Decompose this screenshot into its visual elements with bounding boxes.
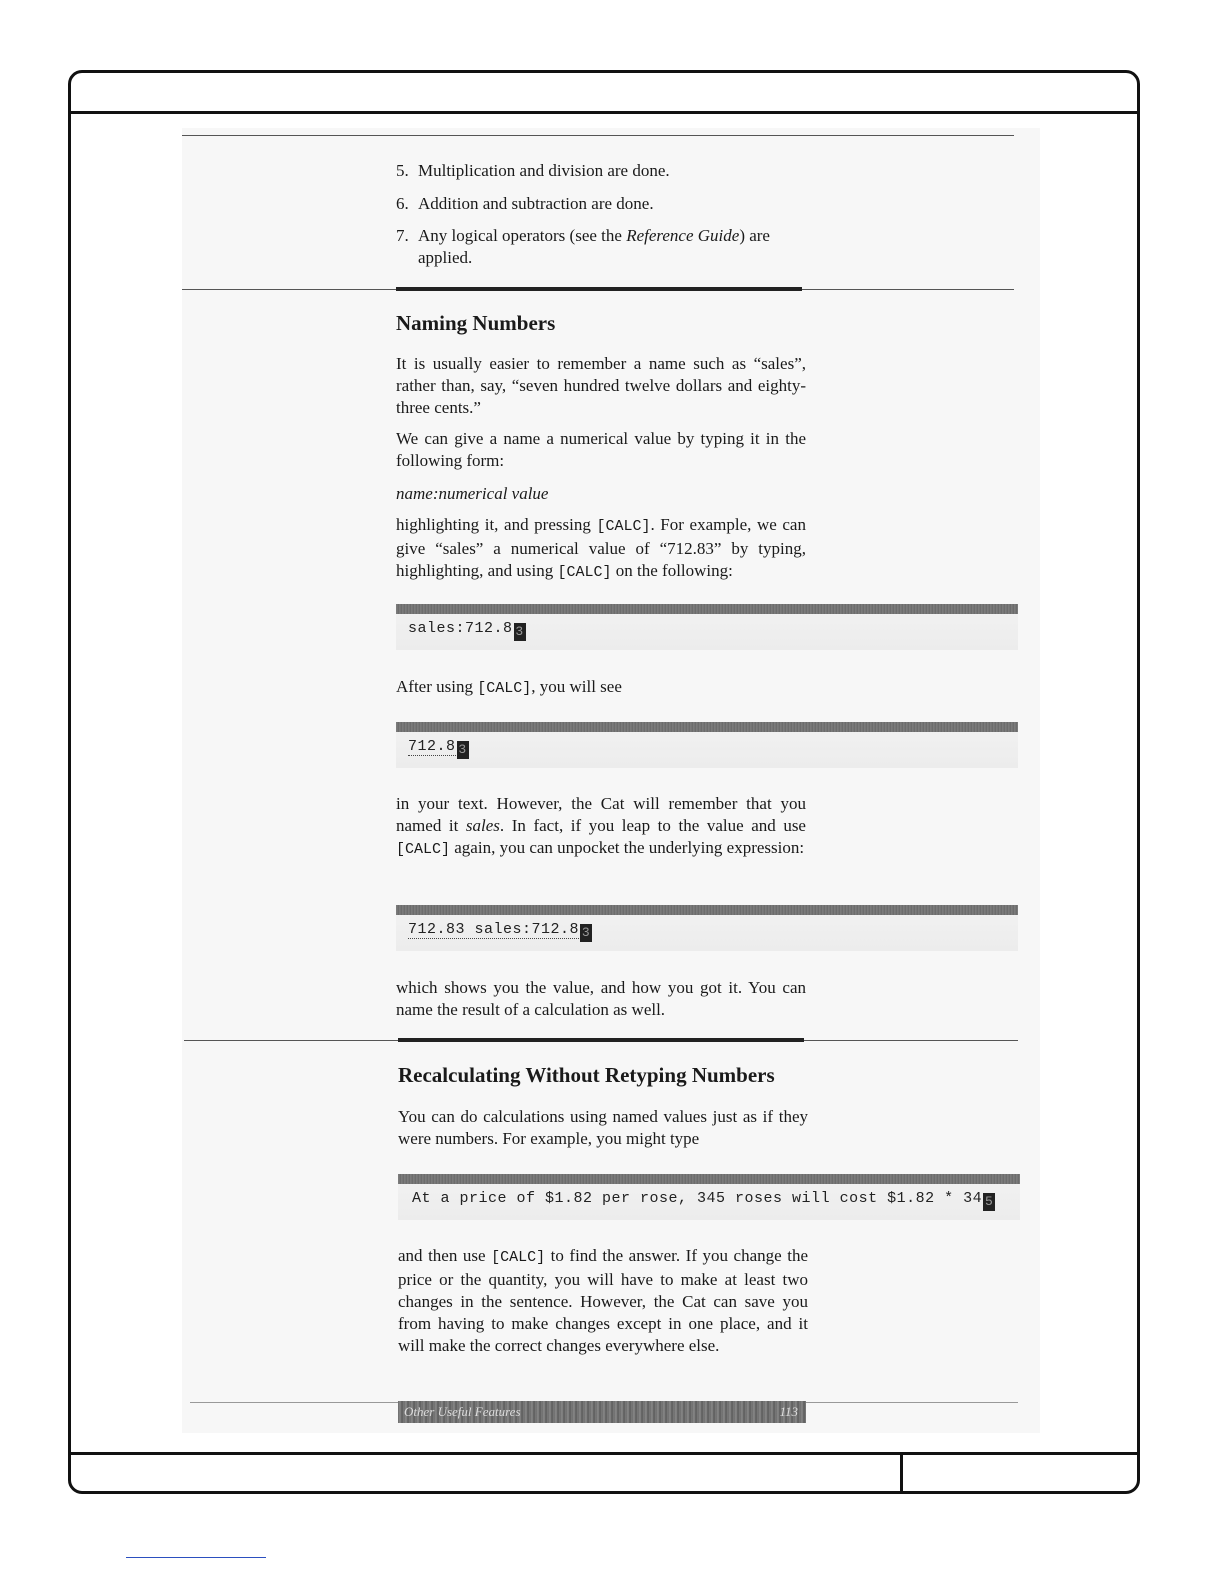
screen-bar <box>396 905 1018 915</box>
cursor: 3 <box>581 925 591 940</box>
screen-bar <box>396 722 1018 732</box>
scanned-page <box>182 128 1040 1433</box>
paragraph: After using [CALC], you will see <box>396 677 622 697</box>
screen-text: At a price of $1.82 per rose, 345 roses will cost $1.82 * 34 5 <box>412 1190 994 1209</box>
screen-bar <box>396 604 1018 614</box>
screen-text: sales:712.8 3 <box>408 620 524 639</box>
screen-text: 712.8 3 <box>408 738 467 757</box>
paragraph: which shows you the value, and how you got it. You can name the result of a calculation as well. <box>396 978 806 1019</box>
cursor: 3 <box>515 624 524 639</box>
paragraph: It is usually easier to remember a name such as “sales”, rather than, say, “seven hundred twelve dollars and eighty-three cents.” <box>396 354 806 417</box>
paragraph: and then use [CALC] to find the answer. If you change the price or the quantity, you will have to make at least two changes in the sentence. However, the Cat can save you from having to make changes except in one place, and it will make the correct changes everywhere else. <box>398 1246 809 1355</box>
screen-example <box>396 604 1018 650</box>
screen-example <box>396 905 1018 951</box>
cursor: 5 <box>984 1194 994 1209</box>
paragraph: You can do calculations using named values just as if they were numbers. For example, you might type <box>398 1107 808 1148</box>
running-footer <box>398 1401 806 1423</box>
section-rule-thick <box>398 1038 804 1042</box>
paragraph: We can give a name a numerical value by typing it in the following form: <box>396 429 806 470</box>
list-item: 5. Multiplication and division are done. <box>396 161 670 180</box>
footnote-rule <box>126 1557 266 1558</box>
cursor: 3 <box>458 742 467 757</box>
frame-bottom-rule <box>71 1452 1137 1455</box>
screen-text: 712.83 sales:712.8 3 <box>408 921 591 940</box>
syntax-form: name:numerical value <box>396 484 549 503</box>
screen-example <box>398 1174 1020 1220</box>
footer-chapter: Other Useful Features <box>404 1404 521 1419</box>
section-rule-thick <box>396 287 802 291</box>
section-heading-naming-numbers: Naming Numbers <box>396 311 556 335</box>
top-rule <box>182 135 1014 136</box>
section-heading-recalculating: Recalculating Without Retyping Numbers <box>398 1063 775 1087</box>
frame-bottom-divider <box>900 1455 903 1491</box>
screen-bar <box>398 1174 1020 1184</box>
frame-top-rule <box>71 111 1137 114</box>
list-item: 7. Any logical operators (see the Reference Guide) are applied. <box>396 226 770 267</box>
list-item: 6. Addition and subtraction are done. <box>396 194 654 213</box>
paragraph: in your text. However, the Cat will remember that you named it sales. In fact, if you leap to the value and use [CALC] again, you can unpocket the underlying expression: <box>396 794 806 858</box>
paragraph: highlighting it, and pressing [CALC]. For example, we can give “sales” a numerical value of “712.83” by typing, highlighting, and using [CALC] on the following: <box>396 515 806 581</box>
screen-example <box>396 722 1018 768</box>
footer-page-number: 113 <box>779 1404 798 1419</box>
